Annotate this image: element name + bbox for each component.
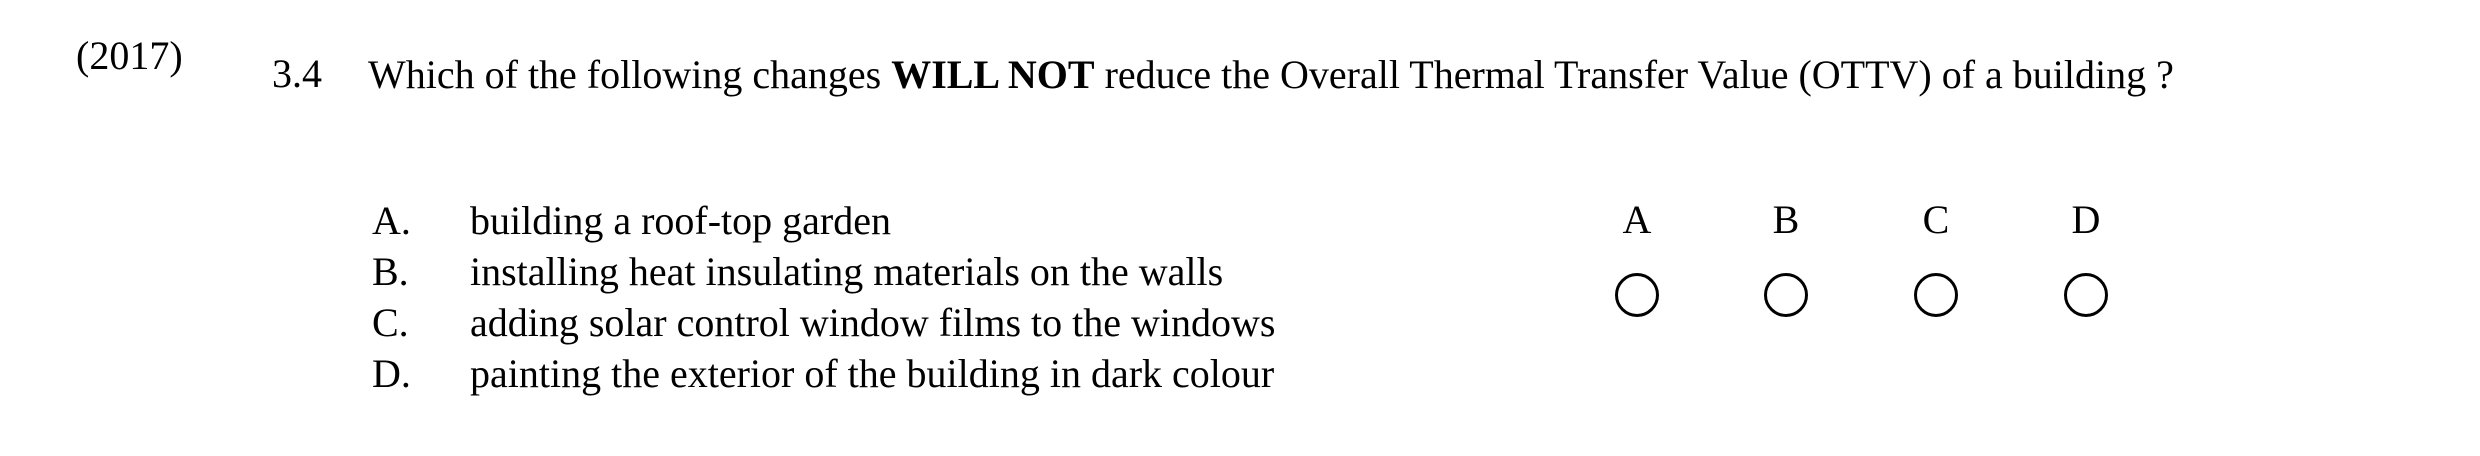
question-text-after: reduce the Overall Thermal Transfer Value (OTTV) of a building ? bbox=[1094, 52, 2174, 97]
option-b-text: installing heat insulating materials on the walls bbox=[470, 249, 1224, 294]
option-d-text: painting the exterior of the building in dark colour bbox=[470, 351, 1275, 396]
option-a-letter: A. bbox=[372, 198, 411, 243]
question-number: 3.4 bbox=[272, 51, 322, 96]
answer-bubble-d[interactable] bbox=[2064, 273, 2108, 317]
answer-column-label-a: A bbox=[1622, 197, 1652, 242]
answer-bubble-a[interactable] bbox=[1615, 273, 1659, 317]
option-b-letter: B. bbox=[372, 249, 409, 294]
question-year: (2017) bbox=[76, 33, 183, 78]
option-c-letter: C. bbox=[372, 300, 409, 345]
question-text bbox=[368, 50, 2218, 100]
question-text-before: Which of the following changes bbox=[368, 52, 892, 97]
answer-column-label-b: B bbox=[1772, 197, 1800, 242]
option-c-text: adding solar control window films to the windows bbox=[470, 300, 1276, 345]
answer-column-label-c: C bbox=[1922, 197, 1950, 242]
question-text-emphasis: WILL NOT bbox=[891, 52, 1095, 97]
option-d-letter: D. bbox=[372, 351, 411, 396]
answer-bubble-c[interactable] bbox=[1914, 273, 1958, 317]
answer-column-label-d: D bbox=[2071, 197, 2101, 242]
option-a-text: building a roof-top garden bbox=[470, 198, 891, 243]
answer-bubble-b[interactable] bbox=[1764, 273, 1808, 317]
